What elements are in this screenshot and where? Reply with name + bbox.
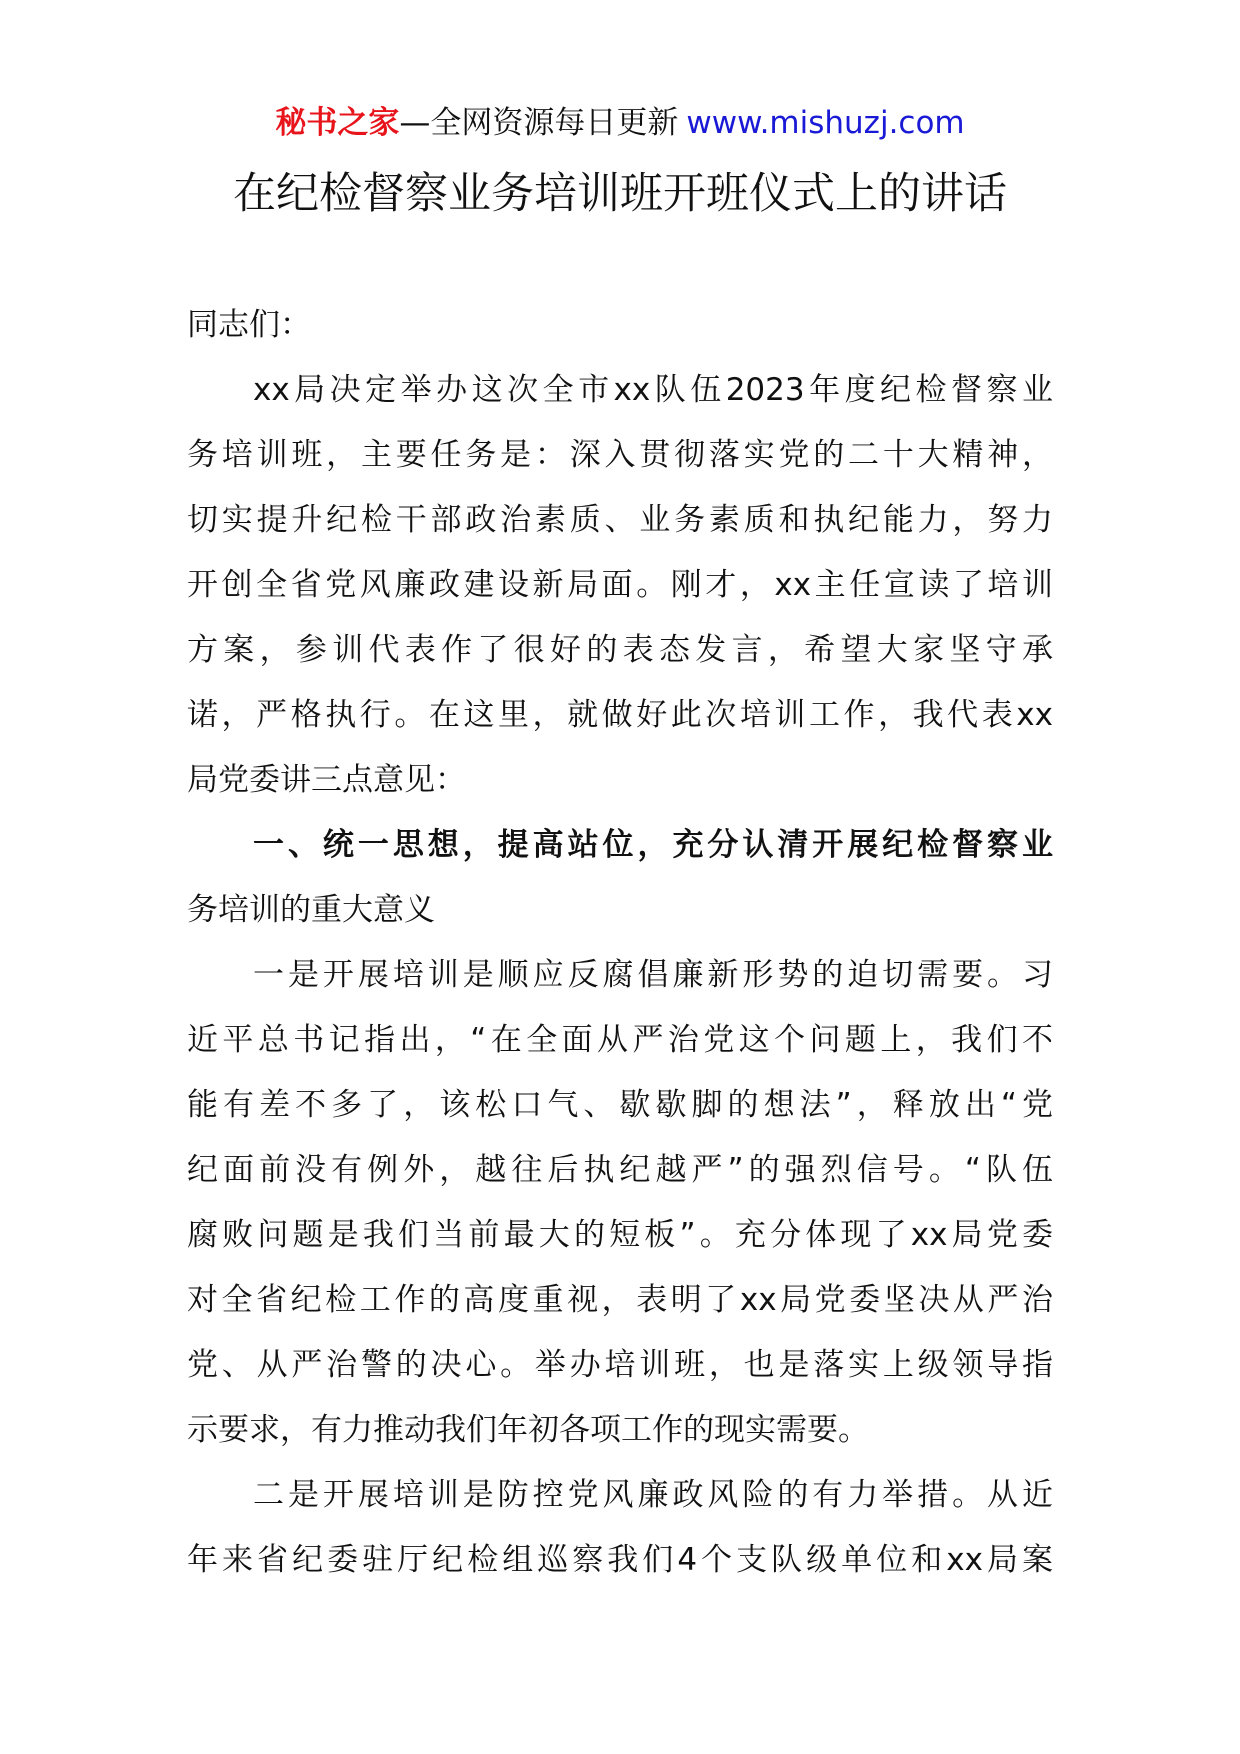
body-line: 近平总书记指出，“在全面从严治党这个问题上，我们不 (187, 1022, 1053, 1058)
body-line: 年来省纪委驻厅纪检组巡察我们4个支队级单位和xx局案 (187, 1542, 1053, 1578)
body-line: 切实提升纪检干部政治素质、业务素质和执纪能力，努力 (187, 502, 1053, 538)
body-line: 诺，严格执行。在这里，就做好此次培训工作，我代表xx (187, 697, 1053, 733)
body-line: 一、统一思想，提高站位，充分认清开展纪检督察业 (253, 827, 1053, 863)
site-url-link[interactable]: www.mishuzj.com (686, 105, 965, 141)
body-line: 能有差不多了，该松口气、歇歇脚的想法”，释放出“党 (187, 1087, 1053, 1123)
body-line: 对全省纪检工作的高度重视，表明了xx局党委坚决从严治 (187, 1282, 1053, 1318)
body-line: 方案，参训代表作了很好的表态发言，希望大家坚守承 (187, 632, 1053, 668)
body-line: 开创全省党风廉政建设新局面。刚才，xx主任宣读了培训 (187, 567, 1053, 603)
body-line: 二是开展培训是防控党风廉政风险的有力举措。从近 (253, 1477, 1053, 1513)
body-line: 纪面前没有例外，越往后执纪越严”的强烈信号。“队伍 (187, 1152, 1053, 1188)
header-tagline: —全网资源每日更新 (399, 105, 679, 141)
body-line: xx局决定举办这次全市xx队伍2023年度纪检督察业 (253, 372, 1053, 408)
document-title: 在纪检督察业务培训班开班仪式上的讲话 (233, 169, 1007, 219)
brand-name: 秘书之家 (275, 105, 400, 141)
body-line: 腐败问题是我们当前最大的短板”。充分体现了xx局党委 (187, 1217, 1053, 1253)
body-line: 局党委讲三点意见： (187, 762, 466, 798)
body-line: 同志们： (187, 307, 311, 343)
body-line: 一是开展培训是顺应反腐倡廉新形势的迫切需要。习 (253, 957, 1053, 993)
body-line: 示要求，有力推动我们年初各项工作的现实需要。 (187, 1412, 869, 1448)
document-body (187, 293, 1053, 1593)
body-line: 务培训班，主要任务是：深入贯彻落实党的二十大精神， (187, 437, 1053, 473)
site-header (0, 100, 1240, 146)
body-line: 党、从严治警的决心。举办培训班，也是落实上级领导指 (187, 1347, 1053, 1383)
body-line: 务培训的重大意义 (187, 892, 435, 928)
